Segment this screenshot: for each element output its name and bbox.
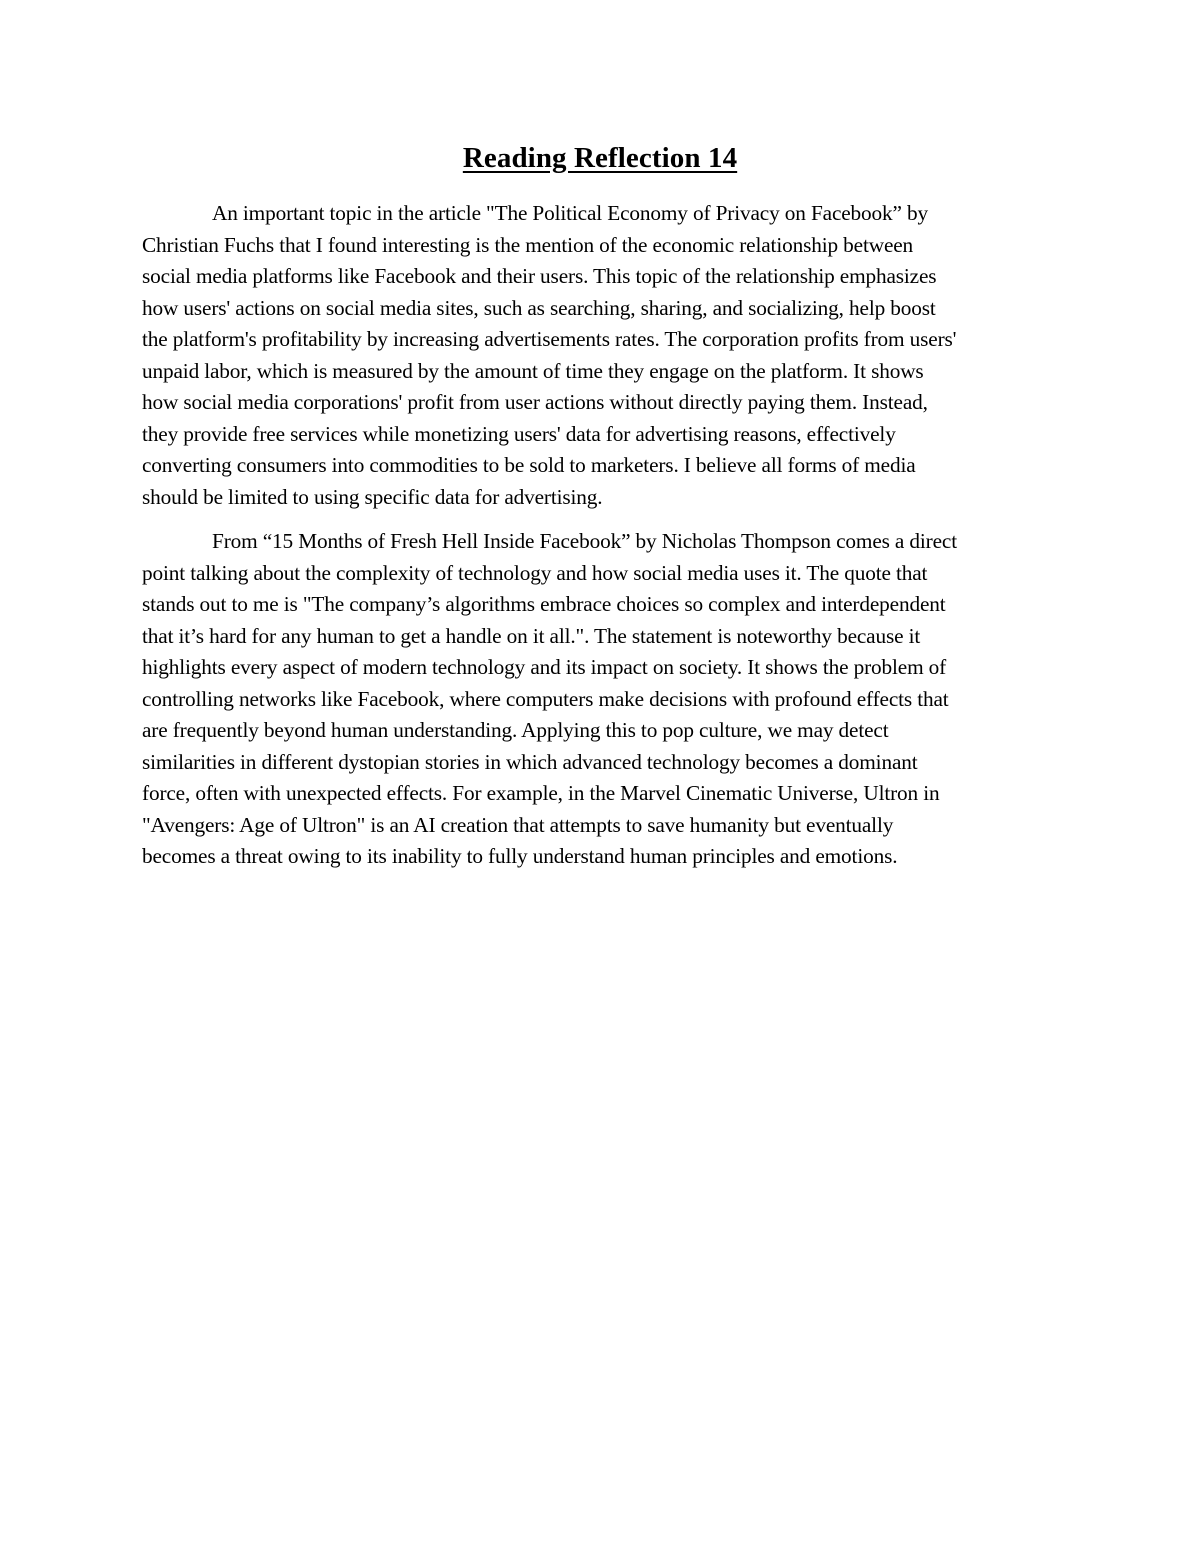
paragraph-line: controlling networks like Facebook, where computers make decisions with profound effects that	[142, 686, 949, 711]
document-title: Reading Reflection 14	[462, 142, 738, 174]
paragraph-2	[142, 526, 1062, 873]
paragraph-line: that it’s hard for any human to get a handle on it all.". The statement is noteworthy because it	[142, 623, 921, 648]
paragraph-line: "Avengers: Age of Ultron" is an AI creation that attempts to save humanity but eventually	[142, 812, 894, 837]
paragraph-line: point talking about the complexity of technology and how social media uses it. The quote that	[142, 560, 928, 585]
paragraph-line: converting consumers into commodities to be sold to marketers. I believe all forms of media	[142, 453, 916, 477]
paragraph-1	[142, 198, 1062, 513]
paragraph-line: should be limited to using specific data for advertising.	[142, 484, 603, 509]
paragraph-line: the platform's profitability by increasing advertisements rates. The corporation profits from users'	[142, 327, 957, 351]
document-body	[142, 198, 1062, 873]
paragraph-line: how social media corporations' profit from user actions without directly paying them. Instead,	[142, 390, 928, 414]
paragraph-line: From “15 Months of Fresh Hell Inside Facebook” by Nicholas Thompson comes a direct	[212, 529, 957, 553]
paragraph-line: unpaid labor, which is measured by the amount of time they engage on the platform. It shows	[142, 358, 924, 383]
paragraph-line: similarities in different dystopian stories in which advanced technology becomes a dominant	[142, 749, 918, 774]
paragraph-line: An important topic in the article "The Political Economy of Privacy on Facebook” by	[212, 201, 929, 225]
paragraph-line: Christian Fuchs that I found interesting is the mention of the economic relationship between	[142, 232, 914, 257]
paragraph-line: force, often with unexpected effects. For example, in the Marvel Cinematic Universe, Ultron in	[142, 781, 940, 805]
paragraph-line: social media platforms like Facebook and their users. This topic of the relationship emphasizes	[142, 264, 937, 288]
paragraph-line: how users' actions on social media sites, such as searching, sharing, and socializing, help boost	[142, 295, 936, 320]
paragraph-line: are frequently beyond human understanding. Applying this to pop culture, we may detect	[142, 718, 889, 742]
paragraph-line: stands out to me is "The company’s algorithms embrace choices so complex and interdependent	[142, 592, 946, 616]
paragraph-line: highlights every aspect of modern technology and its impact on society. It shows the problem of	[142, 655, 947, 679]
paragraph-line: becomes a threat owing to its inability to fully understand human principles and emotions.	[142, 844, 898, 868]
paragraph-line: they provide free services while monetizing users' data for advertising reasons, effectively	[142, 421, 896, 446]
